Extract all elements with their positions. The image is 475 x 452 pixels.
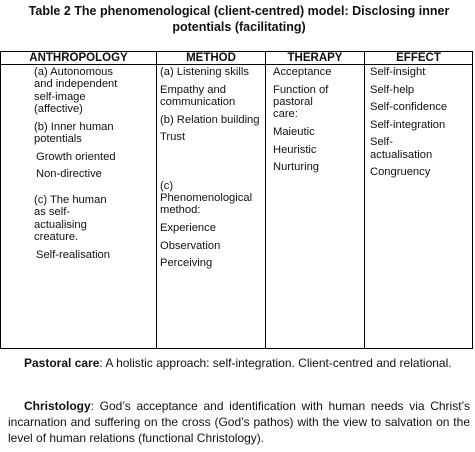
table-right-border (472, 51, 473, 348)
therapy-item: Heuristic (273, 143, 317, 156)
anthropology-item: Self-realisation (36, 248, 110, 261)
method-item: Trust (160, 131, 186, 144)
table-header-rule (0, 64, 473, 65)
method-item: Perceiving (160, 257, 213, 270)
paragraph-term: Pastoral care (24, 356, 100, 370)
table-title: Table 2 The phenomenological (client-centred) model: Disclosing inner potentials (facilitating) (28, 4, 450, 34)
christology-paragraph (8, 398, 470, 446)
table-bottom-rule (0, 348, 473, 349)
paragraph-text: : A holistic approach: self-integration. Client-centred and relational. (99, 356, 452, 370)
therapy-item: Acceptance (273, 66, 332, 78)
effect-item: Self-actualisation (370, 136, 433, 161)
anthropology-item: (b) Inner human potentials (34, 120, 114, 146)
header-method: METHOD (186, 52, 236, 64)
header-therapy: THERAPY (287, 52, 343, 64)
therapy-item: Maieutic (273, 126, 315, 138)
method-item: Experience (160, 222, 216, 234)
anthropology-column (36, 66, 118, 266)
header-effect: EFFECT (396, 52, 441, 64)
effect-item: Congruency (370, 166, 431, 179)
method-item: Empathy and communication (160, 83, 236, 108)
effect-item: Self-insight (370, 66, 426, 78)
anthropology-item: Growth oriented (36, 150, 116, 163)
anthropology-item: Non-directive (36, 168, 102, 181)
method-item: (a) Listening skills (160, 66, 249, 78)
effect-item: Self-confidence (370, 101, 448, 114)
anthropology-item: (a) Autonomous and independent self-image (affective) (34, 66, 118, 116)
method-column (160, 66, 260, 275)
table-left-border (0, 51, 1, 348)
anthropology-item: (c) The human as self-actualising creature. (34, 193, 107, 244)
column-divider-1 (156, 51, 157, 348)
effect-item: Self-integration (370, 118, 446, 131)
paragraph-term: Christology (24, 399, 91, 413)
therapy-item: Function of pastoral care: (273, 83, 329, 121)
effect-column (370, 66, 468, 184)
effect-item: Self-help (370, 83, 415, 96)
method-item: (b) Relation building (160, 113, 260, 126)
column-divider-3 (364, 51, 365, 348)
therapy-item: Nurturing (273, 161, 320, 174)
therapy-column (273, 66, 353, 179)
method-item: Observation (160, 239, 221, 252)
method-item: (c) Phenomenological method: (160, 179, 253, 217)
header-anthropology: ANTHROPOLOGY (29, 52, 128, 64)
column-divider-2 (265, 51, 266, 348)
paragraph-text: : God’s acceptance and identification with human needs via Christ’s incarnation and suffering on the cross (God’s pathos) with the view to salvation on the level of human relations (functional Christology). (8, 399, 470, 445)
pastoral-care-paragraph (8, 355, 470, 371)
